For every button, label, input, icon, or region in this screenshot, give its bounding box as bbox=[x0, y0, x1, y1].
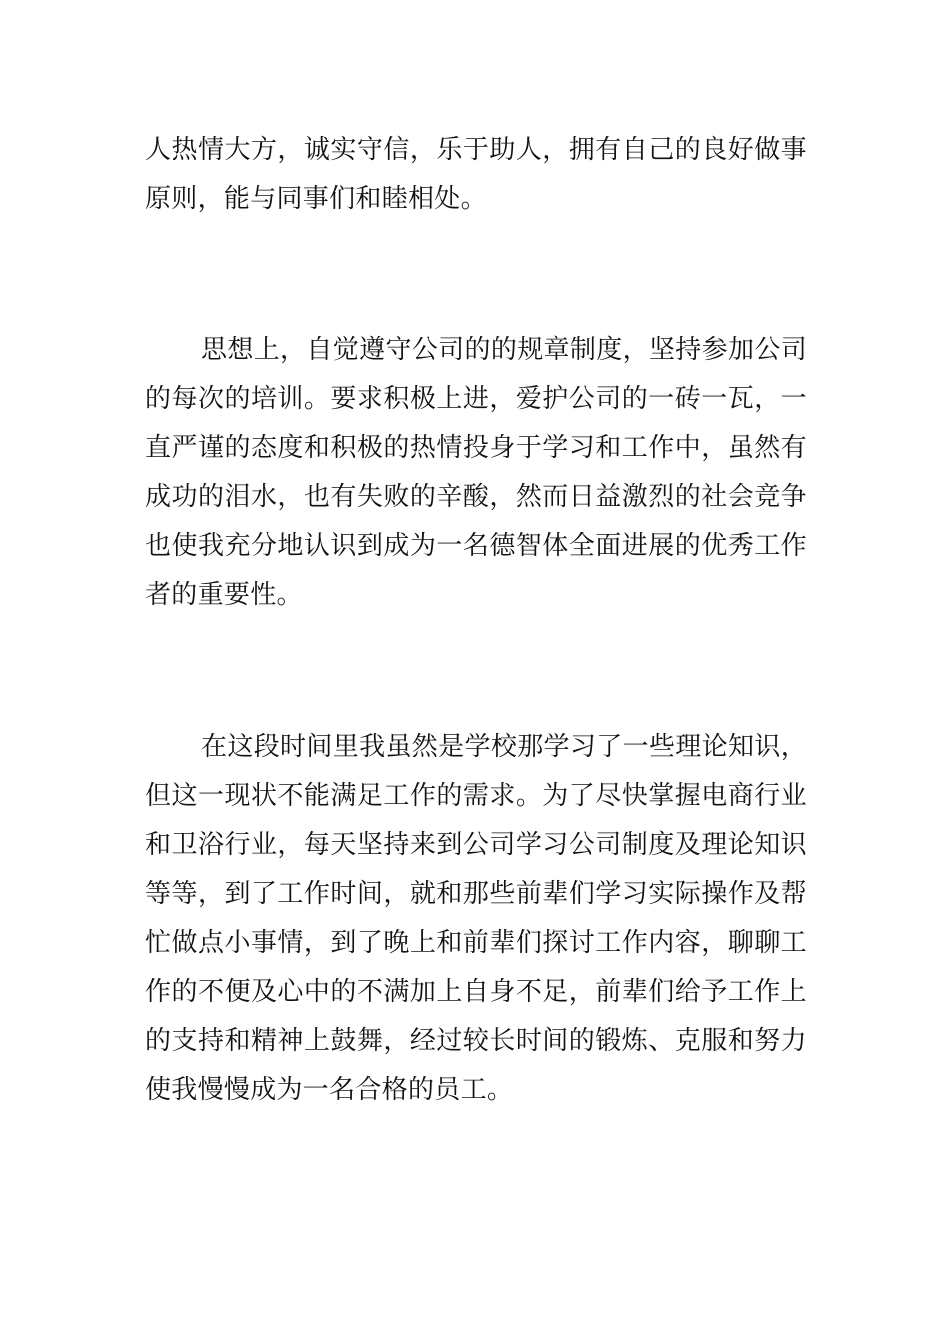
paragraph-thought: 思想上，自觉遵守公司的的规章制度，坚持参加公司的每次的培训。要求积极上进，爱护公司的一砖一瓦，一直严谨的态度和积极的热情投身于学习和工作中，虽然有成功的泪水，也有失败的辛酸，然而日益激烈的社会竞争也使我充分地认识到成为一名德智体全面进展的优秀工作者的重要性。 bbox=[145, 335, 807, 610]
paragraph-learning: 在这段时间里我虽然是学校那学习了一些理论知识，但这一现状不能满足工作的需求。为了尽快掌握电商行业和卫浴行业，每天坚持来到公司学习公司制度及理论知识等等，到了工作时间，就和那些前辈们学习实际操作及帮忙做点小事情，到了晚上和前辈们探讨工作内容，聊聊工作的不便及心中的不满加上自身不足，前辈们给予工作上的支持和精神上鼓舞，经过较长时间的锻炼、克服和努力使我慢慢成为一名合格的员工。 bbox=[145, 732, 807, 1105]
paragraph-continuation: 人热情大方，诚实守信，乐于助人，拥有自己的良好做事原则，能与同事们和睦相处。 bbox=[145, 135, 807, 214]
